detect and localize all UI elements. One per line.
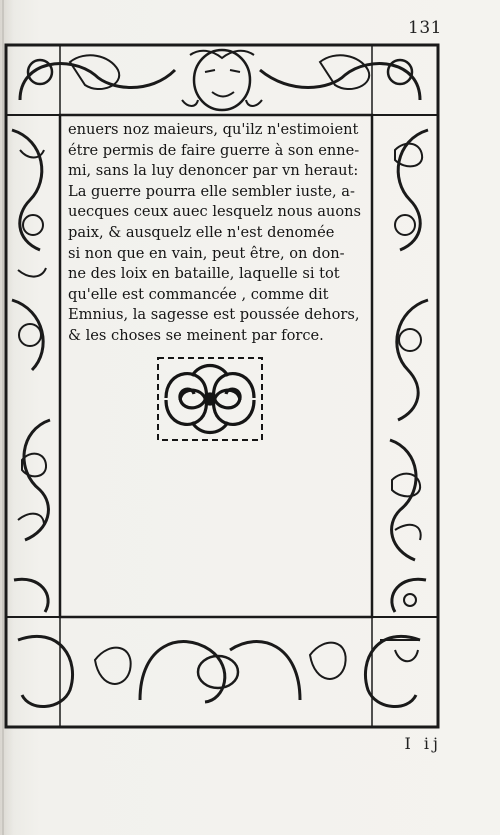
text-line: étre permis de faire guerre à son enne- — [68, 141, 360, 159]
text-line: paix, & ausquelz elle n'est denomée — [68, 223, 335, 241]
text-line: & les choses se meinent par force. — [68, 326, 324, 344]
text-line: mi, sans la luy denoncer par vn heraut: — [68, 162, 359, 180]
text-line: Emnius, la sagesse est poussée dehors, — [68, 306, 360, 324]
text-line: ne des loix en bataille, laquelle si tot — [68, 265, 340, 283]
page-number: 131 — [408, 18, 442, 38]
fleuron-ornament-icon — [152, 352, 268, 446]
text-line: qu'elle est commancée , comme dit — [68, 285, 329, 303]
text-line: si non que en vain, peut être, on don- — [68, 244, 345, 262]
text-line: enuers noz maieurs, qu'ilz n'estimoient — [68, 121, 359, 138]
text-line: uecques ceux auec lesquelz nous auons — [68, 203, 361, 221]
signature-mark: I ij — [404, 734, 442, 753]
text-line: La guerre pourra elle sembler iuste, a- — [68, 182, 355, 200]
body-text-block — [68, 120, 368, 347]
